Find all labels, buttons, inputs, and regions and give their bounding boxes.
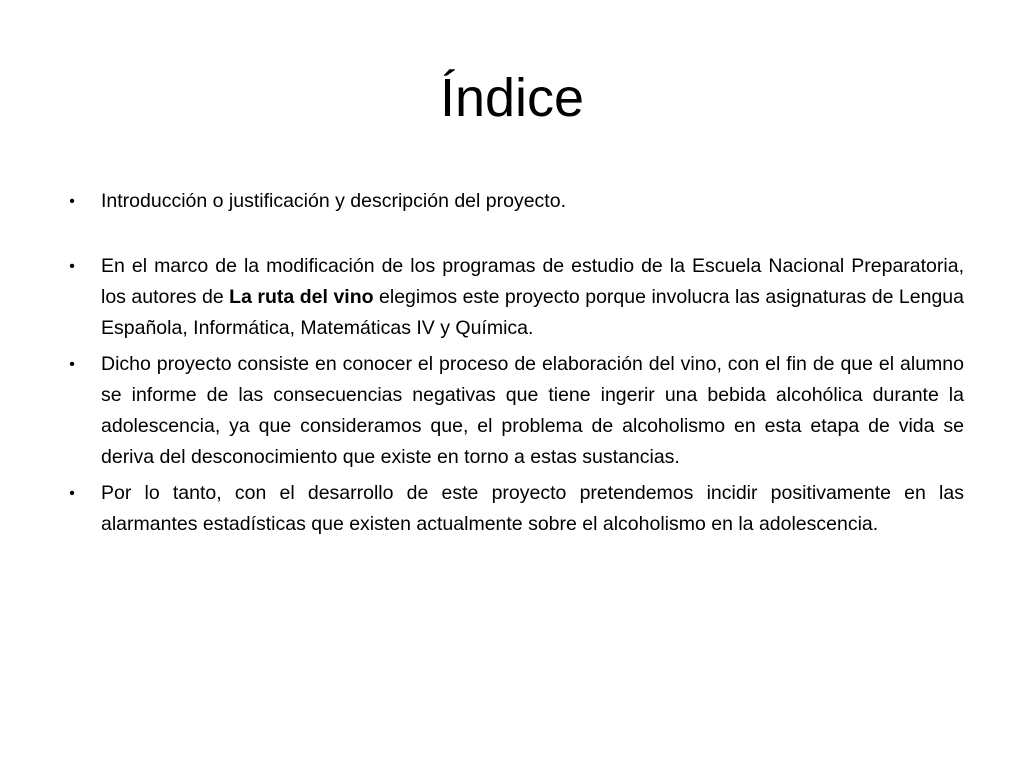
bullet-marker: • (69, 485, 75, 502)
bullet-marker: • (69, 258, 75, 275)
project-name: La ruta del vino (229, 286, 374, 308)
bullet-marker: • (69, 356, 75, 373)
bullet-text: Por lo tanto, con el desarrollo de este proyecto pretendemos incidir positivamente en las alarmantes estadísticas que existen actualmente sobre el alcoholismo en la adolescencia. (101, 482, 964, 535)
bullet-text-after: elegimos este proyecto porque involucra las asignaturas de Lengua Española, Informática, Matemáticas IV y Química. (101, 286, 964, 339)
bullet-list (62, 186, 964, 540)
bullet-item-context (62, 251, 964, 344)
bullet-text-before: En el marco de la modificación de los programas de estudio de la Escuela Nacional Preparatoria, los autores de (101, 255, 964, 308)
bullet-text: Dicho proyecto consiste en conocer el proceso de elaboración del vino, con el fin de que el alumno se informe de las consecuencias negativas que tiene ingerir una bebida alcohólica durante la adolescencia, ya que consideramos que, el problema de alcoholismo en esta etapa de vida se deriva del desconocimiento que existe en torno a estas sustancias. (101, 353, 964, 468)
bullet-item-goal (62, 478, 964, 540)
bullet-item-introduction (62, 186, 964, 217)
slide-title: Índice (439, 68, 585, 128)
bullet-marker: • (69, 193, 75, 210)
bullet-item-description (62, 349, 964, 473)
bullet-text: Introducción o justificación y descripción del proyecto. (101, 190, 566, 212)
